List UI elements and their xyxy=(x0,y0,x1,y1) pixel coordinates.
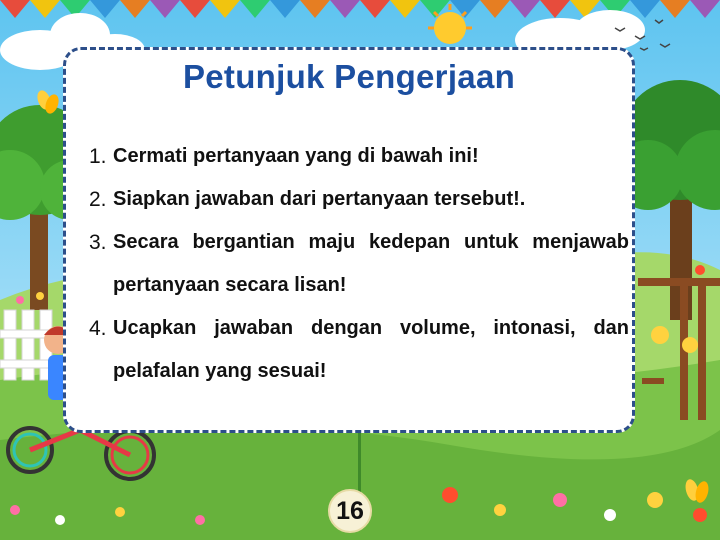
list-item xyxy=(89,135,629,178)
item-text: Siapkan jawaban dari pertanyaan tersebut!. xyxy=(113,188,526,210)
list-item xyxy=(89,307,629,393)
item-number: 2. xyxy=(89,188,107,211)
item-number: 1. xyxy=(89,145,107,168)
instruction-card xyxy=(63,47,635,433)
page-title: Petunjuk Pengerjaan xyxy=(182,58,516,95)
instruction-list xyxy=(89,135,629,393)
item-text: Ucapkan jawaban dengan volume, intonasi, dan pelafalan yang sesuai! xyxy=(113,317,629,382)
page-number-badge: 16 xyxy=(328,489,372,533)
list-item xyxy=(89,221,629,307)
item-text: Secara bergantian maju kedepan untuk menjawab pertanyaan secara lisan! xyxy=(113,231,629,296)
item-number: 3. xyxy=(89,231,107,254)
item-number: 4. xyxy=(89,317,107,340)
item-text: Cermati pertanyaan yang di bawah ini! xyxy=(113,145,479,167)
list-item xyxy=(89,178,629,221)
